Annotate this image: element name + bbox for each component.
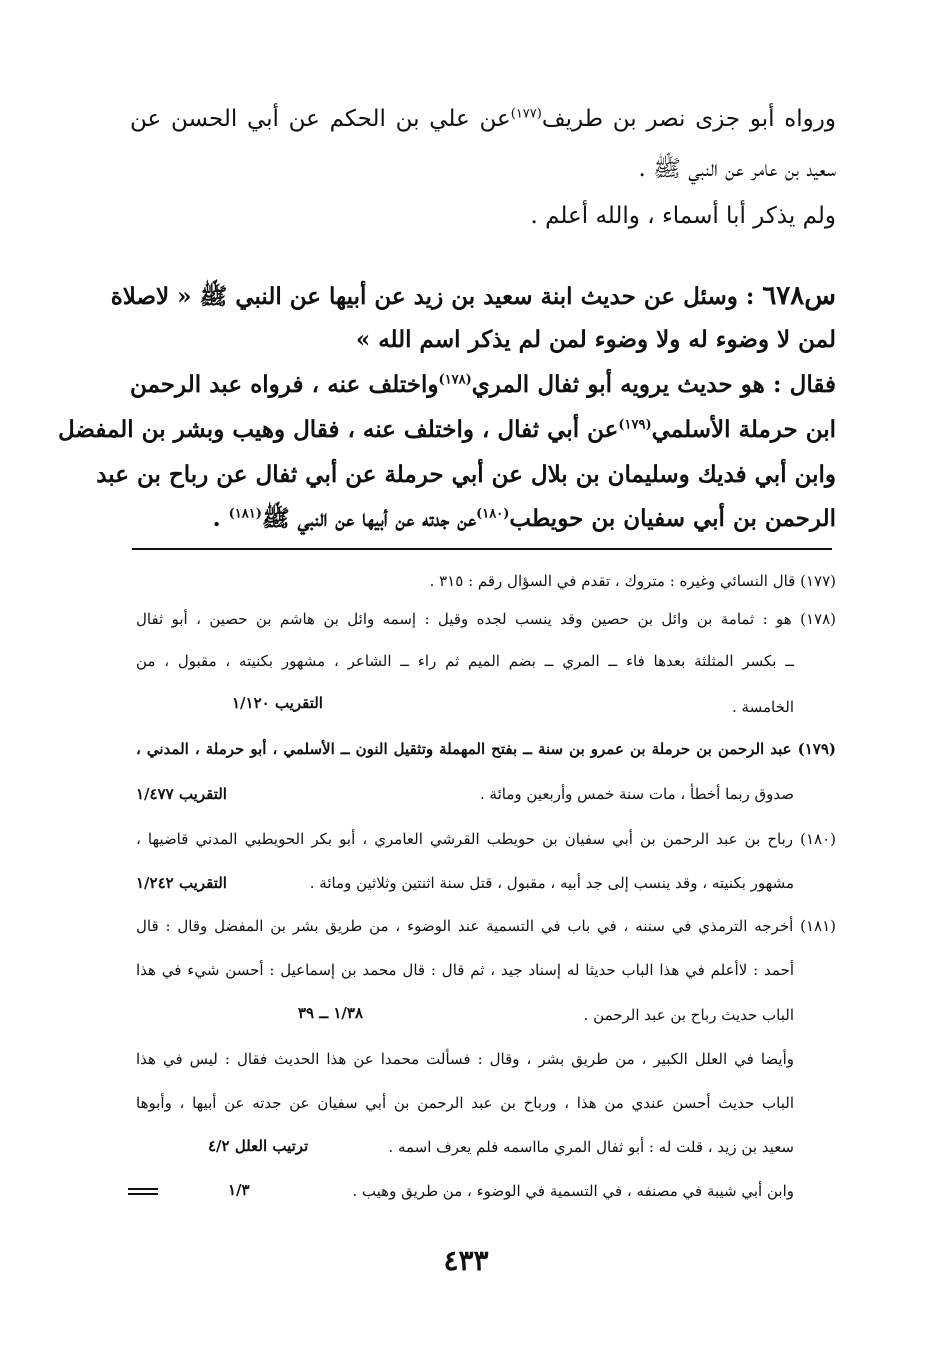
footnote-181-reference-tirmidhi: ١/٣٨ ــ ٣٩ xyxy=(298,1004,364,1022)
footnote-ref-177[interactable]: (١٧٧) xyxy=(510,106,542,122)
text-segment: واختلف عنه ، فرواه عبد الرحمن xyxy=(130,371,439,398)
text-segment: ابن حرملة الأسلمي xyxy=(651,416,836,443)
footnote-181-line-2: أحمد : لاأعلم في هذا الباب حديثا له إسناد جيد ، ثم قال : قال محمد بن إسماعيل : أحسن شيء في هذا xyxy=(136,961,794,979)
text-segment: عن جدته عن أبيها عن النبي ﷺ xyxy=(261,505,477,532)
footnote-178-line-1: (١٧٨) هو : ثمامة بن وائل بن حصين وقد ينسب لجده وقيل : إسمه وائل بن هاشم بن حصين ، أبو ثفال xyxy=(136,610,836,628)
question-line-1 xyxy=(110,281,836,311)
question-number: س٦٧٨ xyxy=(762,281,836,311)
text-segment: عن أبي ثفال ، واختلف عنه ، فقال وهيب وبشر بن المفضل xyxy=(57,416,619,443)
footnote-ref-178[interactable]: (١٧٨) xyxy=(438,372,472,388)
text-segment: . xyxy=(212,505,229,532)
footnote-179-reference: التقريب ١/٤٧٧ xyxy=(136,785,227,803)
text-segment: : وسئل عن حديث ابنة سعيد بن زيد عن أبيها عن النبي ﷺ « لاصلاة xyxy=(110,283,763,310)
footnote-181-line-7: وابن أبي شيبة في مصنفه ، في التسمية في الوضوء ، من طريق وهيب . xyxy=(352,1182,794,1200)
text-segment: ورواه أبو جزى نصر بن طريف xyxy=(541,106,836,132)
footnote-177: (١٧٧) قال النسائي وغيره : متروك ، تقدم في السؤال رقم : ٣١٥ . xyxy=(429,572,836,590)
footnote-178-line-2: ــ بكسر المثلثة بعدها فاء ــ المري ــ بضم الميم ثم راء ــ الشاعر ، مشهور بكنيته ، مقبول ، من xyxy=(136,652,794,670)
footnote-181-line-4: وأيضا في العلل الكبير ، من طريق بشر ، وقال : فسألت محمدا عن هذا الحديث فقال : ليس في هذا xyxy=(136,1050,794,1068)
footnote-181-reference-ilal: ترتيب العلل ٤/٢ xyxy=(208,1137,309,1155)
answer-line-1 xyxy=(130,373,836,396)
footnote-180-line-2: مشهور بكنيته ، وقد ينسب إلى جد أبيه ، مقبول ، قتل سنة اثنتين وثلاثين ومائة . xyxy=(309,874,794,892)
body-line-1 xyxy=(130,108,836,131)
text-segment: عن علي بن الحكم عن أبي الحسن عن xyxy=(130,106,511,132)
footnote-180-reference: التقريب ١/٢٤٢ xyxy=(136,874,227,892)
footnote-181-line-3: الباب حديث رباح بن عبد الرحمن . xyxy=(583,1006,794,1024)
answer-line-2 xyxy=(57,416,836,443)
footnote-ref-180[interactable]: (١٨٠) xyxy=(476,506,510,522)
footnote-181-line-5: الباب حديث أحسن عندي من هذا ، ورباح بن عبد الرحمن بن أبي سفيان عن جدته عن أبيها ، وأبوها xyxy=(136,1094,794,1112)
footnote-separator xyxy=(132,548,832,550)
answer-line-4 xyxy=(130,507,836,530)
footnote-ref-179[interactable]: (١٧٩) xyxy=(618,417,652,433)
footnote-179-line-2: صدوق ربما أخطأ ، مات سنة خمس وأربعين ومائة . xyxy=(480,785,794,803)
footnote-181-line-6: سعيد بن زيد ، قلت له : أبو ثفال المري مااسمه فلم يعرف اسمه . xyxy=(388,1138,794,1156)
footnote-end-mark xyxy=(128,1188,158,1198)
footnote-180-line-1: (١٨٠) رباح بن عبد الرحمن بن أبي سفيان بن حويطب القرشي العامري ، أبو بكر الحويطبي المدني قاضيها ، xyxy=(136,830,836,848)
footnote-178-line-3: الخامسة . xyxy=(732,698,794,716)
text-segment: فقال : هو حديث يرويه أبو ثفال المري xyxy=(471,371,836,398)
text-segment: الرحمن بن أبي سفيان بن حويطب xyxy=(509,505,836,532)
footnote-ref-181[interactable]: (١٨١) xyxy=(228,506,262,522)
footnote-179-line-1: (١٧٩) عبد الرحمن بن حرملة بن عمرو بن سنة ــ بفتح المهملة وتثقيل النون ــ الأسلمي ، أبو حرملة ، المدني ، xyxy=(136,740,836,758)
footnote-178-reference: التقريب ١/١٢٠ xyxy=(232,694,323,712)
body-line-2: سعيد بن عامر عن النبي ﷺ . xyxy=(638,156,836,182)
footnote-181-line-1: (١٨١) أخرجه الترمذي في سننه ، في باب في التسمية عند الوضوء ، من طريق بشر بن المفضل وقال : قال xyxy=(136,917,836,935)
page-number: ٤٣٣ xyxy=(443,1244,489,1277)
body-line-3: ولم يذكر أبا أسماء ، والله أعلم . xyxy=(530,203,836,229)
footnote-181-reference-ibn-abi-shayba: ١/٣ xyxy=(228,1181,250,1199)
question-line-2: لمن لا وضوء له ولا وضوء لمن لم يذكر اسم الله » xyxy=(355,326,836,353)
answer-line-3: وابن أبي فديك وسليمان بن بلال عن أبي حرملة عن أبي ثفال عن رباح بن عبد xyxy=(96,461,836,488)
